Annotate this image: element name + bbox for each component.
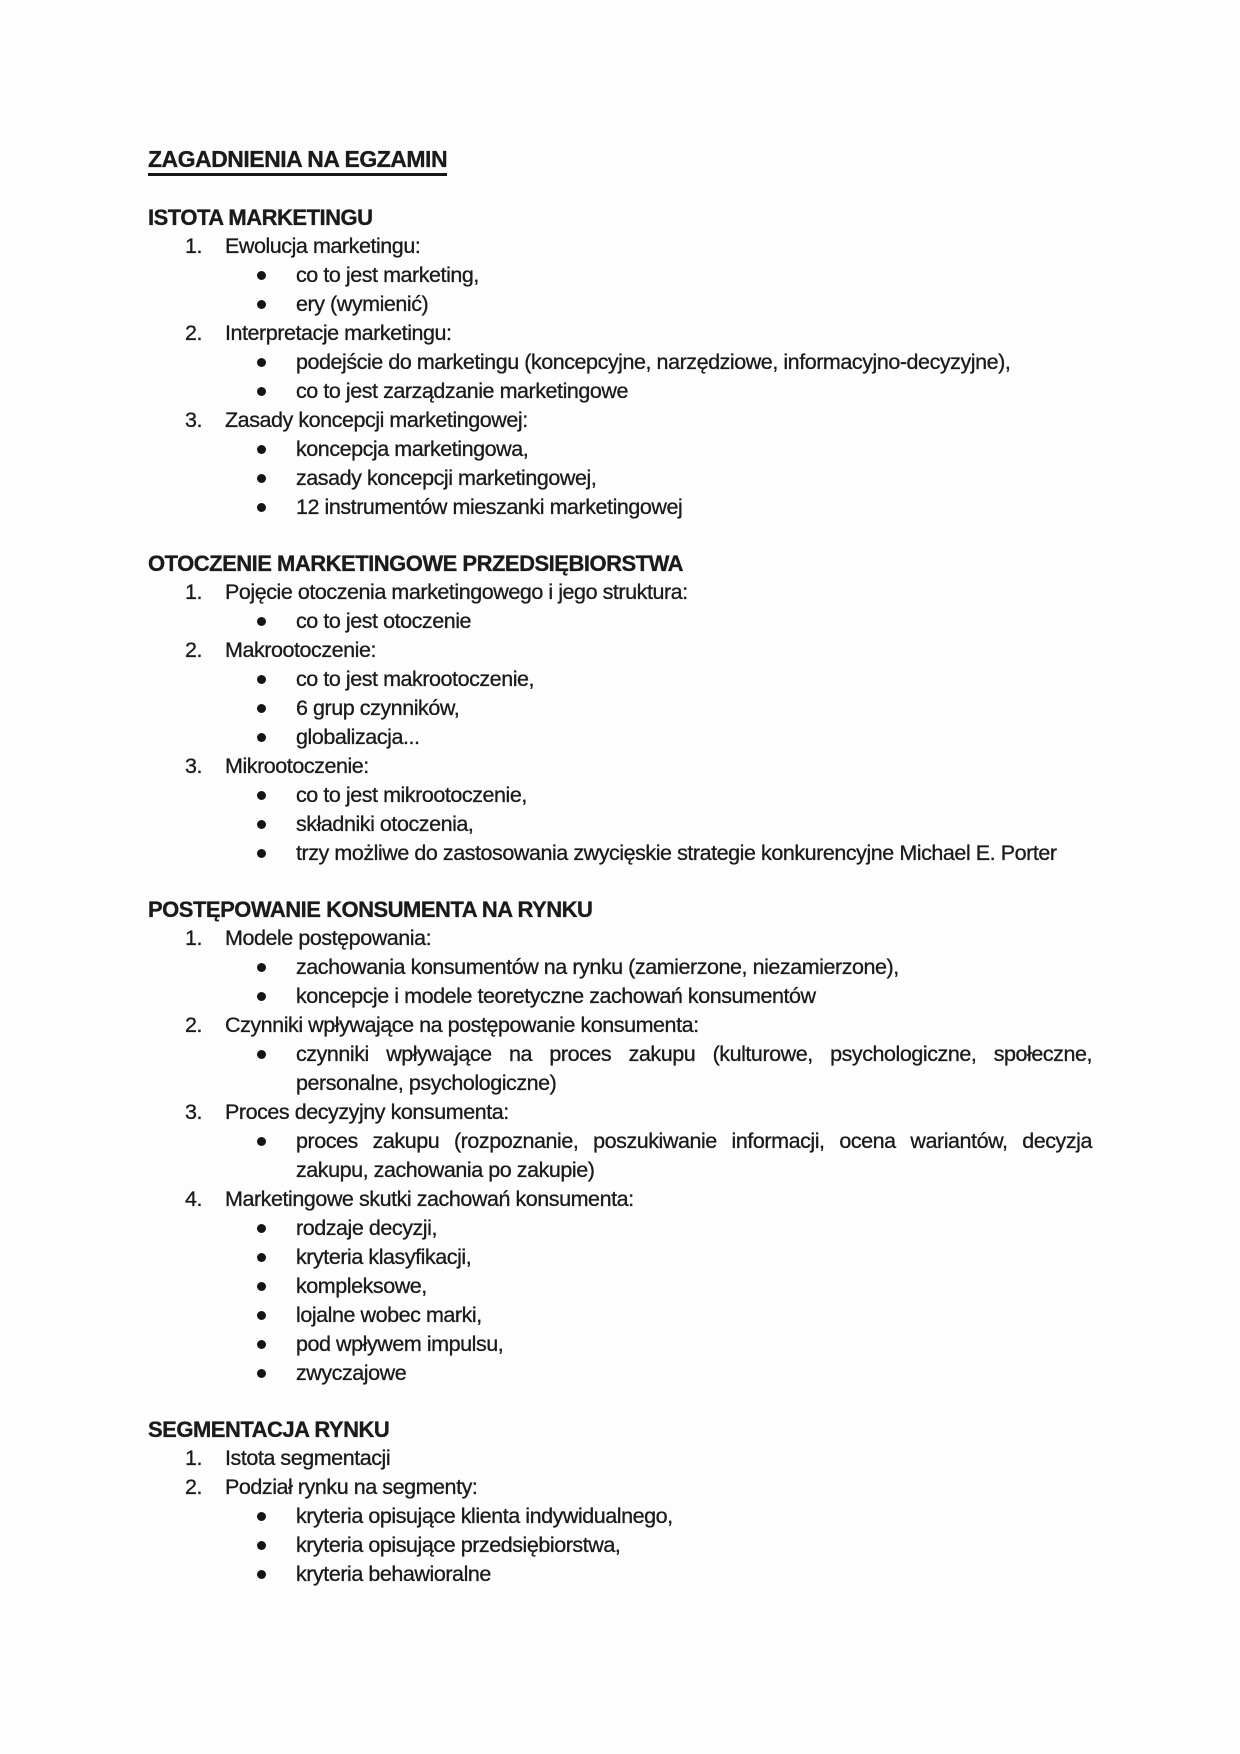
section-items bbox=[148, 924, 1092, 1388]
bullet-label: lojalne wobec marki, bbox=[296, 1303, 482, 1327]
bullet-dot bbox=[257, 1541, 266, 1550]
section-heading: SEGMENTACJA RYNKU bbox=[148, 1417, 390, 1442]
bullet-list bbox=[148, 1214, 1092, 1388]
numbered-item-row bbox=[148, 1098, 1092, 1127]
section-items bbox=[148, 232, 1092, 522]
numbered-item-row bbox=[148, 1444, 1092, 1473]
bullet-label: rodzaje decyzji, bbox=[296, 1216, 437, 1240]
bullet-item bbox=[148, 665, 1092, 694]
section bbox=[148, 1415, 1092, 1589]
bullet-dot bbox=[257, 992, 266, 1001]
bullet-item bbox=[148, 1359, 1092, 1388]
item-label: Makrootoczenie: bbox=[225, 638, 376, 662]
section-heading: POSTĘPOWANIE KONSUMENTA NA RYNKU bbox=[148, 897, 593, 922]
bullet-item bbox=[148, 1301, 1092, 1330]
numbered-item-row bbox=[148, 752, 1092, 781]
bullet-dot bbox=[257, 1369, 266, 1378]
bullet-label: koncepcja marketingowa, bbox=[296, 437, 529, 461]
numbered-item-row bbox=[148, 319, 1092, 348]
bullet-item bbox=[148, 1531, 1092, 1560]
bullet-dot bbox=[257, 387, 266, 396]
numbered-item bbox=[148, 1011, 1092, 1098]
bullet-label: trzy możliwe do zastosowania zwycięskie strategie konkurencyjne Michael E. Porter bbox=[296, 841, 1057, 865]
bullet-list bbox=[148, 781, 1092, 868]
bullet-dot bbox=[257, 1570, 266, 1579]
section bbox=[148, 549, 1092, 868]
numbered-item bbox=[148, 232, 1092, 319]
item-label: Pojęcie otoczenia marketingowego i jego struktura: bbox=[225, 580, 688, 604]
item-number: 3. bbox=[185, 1100, 203, 1124]
bullet-dot bbox=[257, 617, 266, 626]
item-label: Interpretacje marketingu: bbox=[225, 321, 452, 345]
bullet-dot bbox=[257, 791, 266, 800]
item-label: Istota segmentacji bbox=[225, 1446, 391, 1470]
item-label: Marketingowe skutki zachowań konsumenta: bbox=[225, 1187, 634, 1211]
bullet-list bbox=[148, 261, 1092, 319]
numbered-item-row bbox=[148, 1011, 1092, 1040]
bullet-item bbox=[148, 290, 1092, 319]
numbered-item bbox=[148, 1098, 1092, 1185]
bullet-item bbox=[148, 607, 1092, 636]
item-label: Zasady koncepcji marketingowej: bbox=[225, 408, 528, 432]
numbered-item bbox=[148, 752, 1092, 868]
bullet-dot bbox=[257, 1311, 266, 1320]
item-number: 2. bbox=[185, 638, 203, 662]
bullet-label: co to jest makrootoczenie, bbox=[296, 667, 535, 691]
bullet-item bbox=[148, 493, 1092, 522]
bullet-dot bbox=[257, 733, 266, 742]
bullet-label: 12 instrumentów mieszanki marketingowej bbox=[296, 495, 683, 519]
numbered-item-row bbox=[148, 924, 1092, 953]
item-number: 3. bbox=[185, 408, 203, 432]
bullet-dot bbox=[257, 271, 266, 280]
bullet-list bbox=[148, 607, 1092, 636]
numbered-item-row bbox=[148, 406, 1092, 435]
section-items bbox=[148, 1444, 1092, 1589]
bullet-label: proces zakupu (rozpoznanie, poszukiwanie informacji, ocena wariantów, decyzja zakupu, zachowania po zakupie) bbox=[296, 1129, 1092, 1182]
bullet-item bbox=[148, 377, 1092, 406]
bullet-dot bbox=[257, 675, 266, 684]
bullet-item bbox=[148, 810, 1092, 839]
numbered-item bbox=[148, 1185, 1092, 1388]
item-label: Ewolucja marketingu: bbox=[225, 234, 421, 258]
numbered-item bbox=[148, 1473, 1092, 1589]
section bbox=[148, 895, 1092, 1388]
numbered-item bbox=[148, 319, 1092, 406]
bullet-item bbox=[148, 348, 1092, 377]
bullet-dot bbox=[257, 1224, 266, 1233]
item-number: 1. bbox=[185, 926, 203, 950]
bullet-item bbox=[148, 435, 1092, 464]
sections-container bbox=[148, 203, 1092, 1589]
section-items bbox=[148, 578, 1092, 868]
bullet-label: co to jest zarządzanie marketingowe bbox=[296, 379, 629, 403]
bullet-dot bbox=[257, 1050, 266, 1059]
bullet-label: kryteria klasyfikacji, bbox=[296, 1245, 472, 1269]
bullet-dot bbox=[257, 1512, 266, 1521]
numbered-item bbox=[148, 636, 1092, 752]
bullet-label: czynniki wpływające na proces zakupu (kulturowe, psychologiczne, społeczne, personalne, psychologiczne) bbox=[296, 1042, 1092, 1095]
bullet-dot bbox=[257, 358, 266, 367]
bullet-item bbox=[148, 781, 1092, 810]
bullet-item bbox=[148, 723, 1092, 752]
item-number: 2. bbox=[185, 321, 203, 345]
bullet-label: zachowania konsumentów na rynku (zamierzone, niezamierzone), bbox=[296, 955, 899, 979]
bullet-label: kryteria behawioralne bbox=[296, 1562, 491, 1586]
bullet-dot bbox=[257, 503, 266, 512]
numbered-item bbox=[148, 406, 1092, 522]
bullet-dot bbox=[257, 1340, 266, 1349]
bullet-list bbox=[148, 1127, 1092, 1185]
item-number: 2. bbox=[185, 1475, 203, 1499]
bullet-label: zwyczajowe bbox=[296, 1361, 407, 1385]
bullet-item bbox=[148, 1243, 1092, 1272]
item-number: 2. bbox=[185, 1013, 203, 1037]
bullet-item bbox=[148, 982, 1092, 1011]
bullet-dot bbox=[257, 849, 266, 858]
document-title: ZAGADNIENIA NA EGZAMIN bbox=[148, 147, 447, 176]
bullet-list bbox=[148, 953, 1092, 1011]
bullet-item bbox=[148, 694, 1092, 723]
bullet-label: kryteria opisujące klienta indywidualnego, bbox=[296, 1504, 673, 1528]
numbered-item bbox=[148, 578, 1092, 636]
bullet-item bbox=[148, 1272, 1092, 1301]
section-heading: ISTOTA MARKETINGU bbox=[148, 205, 373, 230]
bullet-label: kompleksowe, bbox=[296, 1274, 427, 1298]
item-label: Proces decyzyjny konsumenta: bbox=[225, 1100, 509, 1124]
item-number: 1. bbox=[185, 580, 203, 604]
bullet-label: koncepcje i modele teoretyczne zachowań konsumentów bbox=[296, 984, 816, 1008]
bullet-label: składniki otoczenia, bbox=[296, 812, 474, 836]
bullet-dot bbox=[257, 704, 266, 713]
bullet-label: podejście do marketingu (koncepcyjne, narzędziowe, informacyjno-decyzyjne), bbox=[296, 350, 1011, 374]
bullet-item bbox=[148, 1330, 1092, 1359]
item-label: Podział rynku na segmenty: bbox=[225, 1475, 478, 1499]
bullet-dot bbox=[257, 1137, 266, 1146]
bullet-item bbox=[148, 261, 1092, 290]
bullet-dot bbox=[257, 474, 266, 483]
numbered-item-row bbox=[148, 1185, 1092, 1214]
bullet-dot bbox=[257, 300, 266, 309]
item-label: Modele postępowania: bbox=[225, 926, 432, 950]
item-label: Czynniki wpływające na postępowanie konsumenta: bbox=[225, 1013, 699, 1037]
bullet-item bbox=[148, 464, 1092, 493]
bullet-dot bbox=[257, 963, 266, 972]
section-heading: OTOCZENIE MARKETINGOWE PRZEDSIĘBIORSTWA bbox=[148, 551, 684, 576]
bullet-label: ery (wymienić) bbox=[296, 292, 429, 316]
bullet-label: pod wpływem impulsu, bbox=[296, 1332, 504, 1356]
bullet-item bbox=[148, 1502, 1092, 1531]
bullet-label: kryteria opisujące przedsiębiorstwa, bbox=[296, 1533, 621, 1557]
numbered-item bbox=[148, 1444, 1092, 1473]
item-number: 1. bbox=[185, 234, 203, 258]
bullet-item bbox=[148, 839, 1092, 868]
bullet-label: 6 grup czynników, bbox=[296, 696, 460, 720]
numbered-item-row bbox=[148, 1473, 1092, 1502]
bullet-item bbox=[148, 1040, 1092, 1098]
document-content bbox=[148, 146, 1092, 1589]
bullet-label: globalizacja... bbox=[296, 725, 420, 749]
bullet-label: co to jest otoczenie bbox=[296, 609, 472, 633]
bullet-item bbox=[148, 1560, 1092, 1589]
bullet-list bbox=[148, 435, 1092, 522]
bullet-dot bbox=[257, 1282, 266, 1291]
bullet-dot bbox=[257, 1253, 266, 1262]
bullet-item bbox=[148, 1127, 1092, 1185]
bullet-list bbox=[148, 665, 1092, 752]
bullet-list bbox=[148, 1040, 1092, 1098]
bullet-list bbox=[148, 348, 1092, 406]
bullet-label: co to jest marketing, bbox=[296, 263, 479, 287]
bullet-label: co to jest mikrootoczenie, bbox=[296, 783, 527, 807]
item-label: Mikrootoczenie: bbox=[225, 754, 369, 778]
numbered-item-row bbox=[148, 232, 1092, 261]
bullet-dot bbox=[257, 820, 266, 829]
bullet-label: zasady koncepcji marketingowej, bbox=[296, 466, 597, 490]
section bbox=[148, 203, 1092, 522]
bullet-list bbox=[148, 1502, 1092, 1589]
numbered-item-row bbox=[148, 578, 1092, 607]
numbered-item-row bbox=[148, 636, 1092, 665]
bullet-dot bbox=[257, 445, 266, 454]
item-number: 4. bbox=[185, 1187, 203, 1211]
numbered-item bbox=[148, 924, 1092, 1011]
bullet-item bbox=[148, 1214, 1092, 1243]
item-number: 3. bbox=[185, 754, 203, 778]
item-number: 1. bbox=[185, 1446, 203, 1470]
bullet-item bbox=[148, 953, 1092, 982]
